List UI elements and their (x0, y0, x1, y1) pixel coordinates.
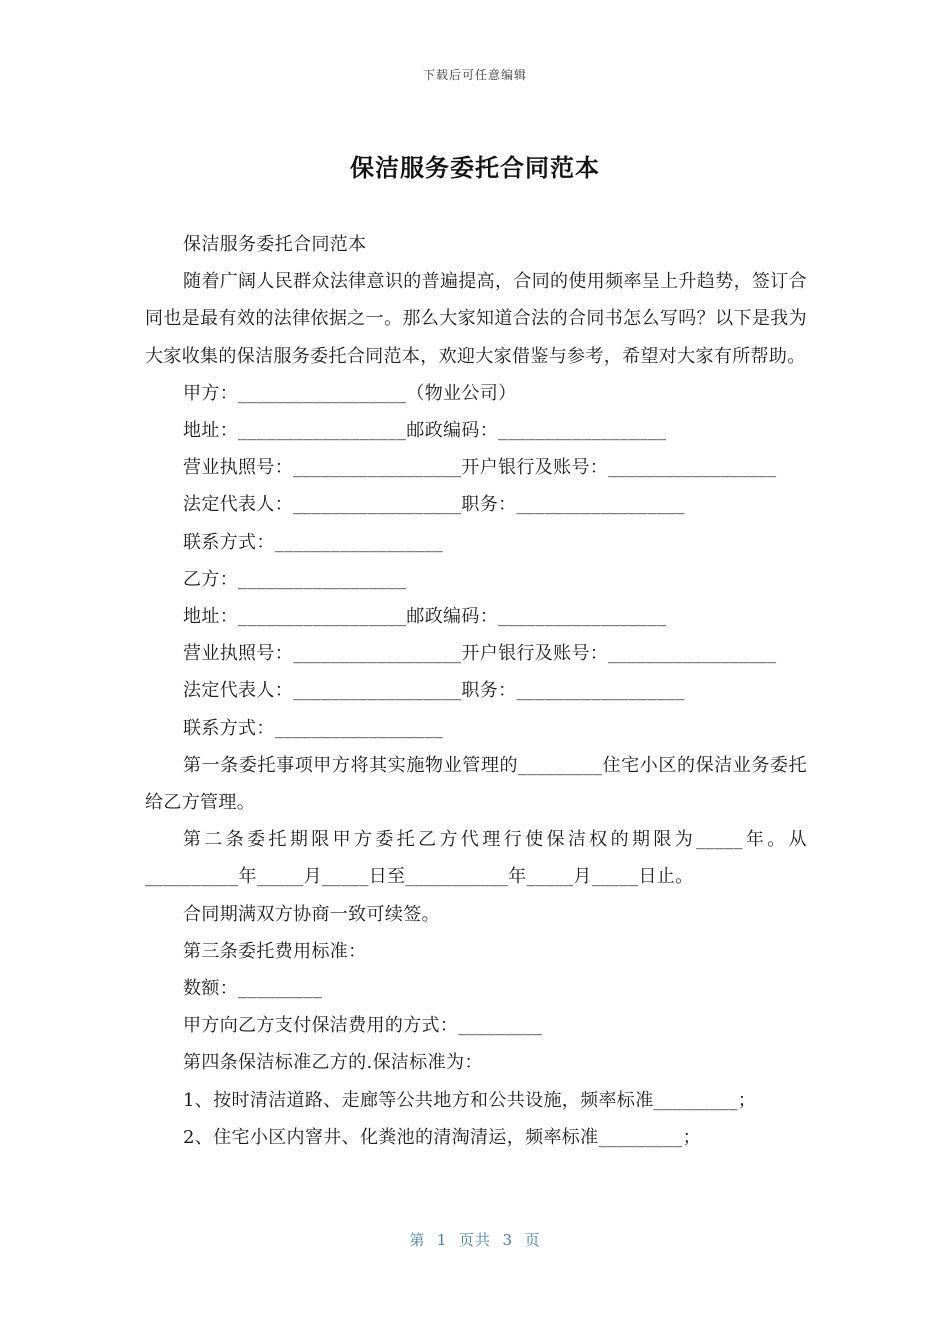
party-b-address-line: 地址：__________________邮政编码：__________________ (183, 606, 667, 628)
payment-method-line: 甲方向乙方支付保洁费用的方式：_________ (183, 1015, 543, 1037)
article-1-paragraph: 第一条委托事项甲方将其实施物业管理的_________住宅小区的保洁业务委托给乙方管理。 (145, 754, 807, 814)
article-3-heading: 第三条委托费用标准： (183, 940, 367, 962)
document-body (145, 226, 807, 1156)
document-title: 保洁服务委托合同范本 (350, 154, 600, 182)
party-b-name-line: 乙方：__________________ (183, 568, 407, 590)
standard-item-1: 1、按时清洁道路、走廊等公共地方和公共设施，频率标准_________； (183, 1089, 757, 1111)
standard-item-2: 2、住宅小区内窨井、化粪池的清淘清运，频率标准_________； (183, 1126, 701, 1148)
party-b-license-line: 营业执照号：__________________开户银行及账号：__________________ (183, 643, 777, 665)
party-b-contact-line: 联系方式：__________________ (183, 717, 444, 739)
party-a-representative-line: 法定代表人：__________________职务：__________________ (183, 494, 685, 516)
page-header-note: 下载后可任意编辑 (422, 68, 527, 82)
party-a-contact-line: 联系方式：__________________ (183, 531, 444, 553)
article-2-paragraph: 第二条委托期限甲方委托乙方代理行使保洁权的期限为_____年。从__________年_____月_____日至___________年_____月_____日止。 (145, 829, 807, 888)
party-b-representative-line: 法定代表人：__________________职务：__________________ (183, 680, 685, 702)
party-a-license-line: 营业执照号：__________________开户银行及账号：__________________ (183, 457, 777, 479)
renewal-paragraph: 合同期满双方协商一致可续签。 (183, 903, 440, 925)
amount-line: 数额：_________ (183, 978, 323, 1000)
article-4-heading: 第四条保洁标准乙方的.保洁标准为： (183, 1052, 483, 1074)
party-a-name-line: 甲方：__________________（物业公司） (183, 382, 517, 404)
paragraph-intro: 随着广阔人民群众法律意识的普遍提高，合同的使用频率呈上升趋势，签订合同也是最有效的法律依据之一。那么大家知道合法的合同书怎么写吗？以下是我为大家收集的保洁服务委托合同范本，欢迎大家借鉴与参考，希望对大家有所帮助。 (145, 271, 807, 367)
paragraph-subtitle: 保洁服务委托合同范本 (183, 234, 367, 255)
page-number-footer: 第 1 页共 3 页 (409, 1231, 541, 1249)
party-a-address-line: 地址：__________________邮政编码：__________________ (183, 420, 667, 442)
